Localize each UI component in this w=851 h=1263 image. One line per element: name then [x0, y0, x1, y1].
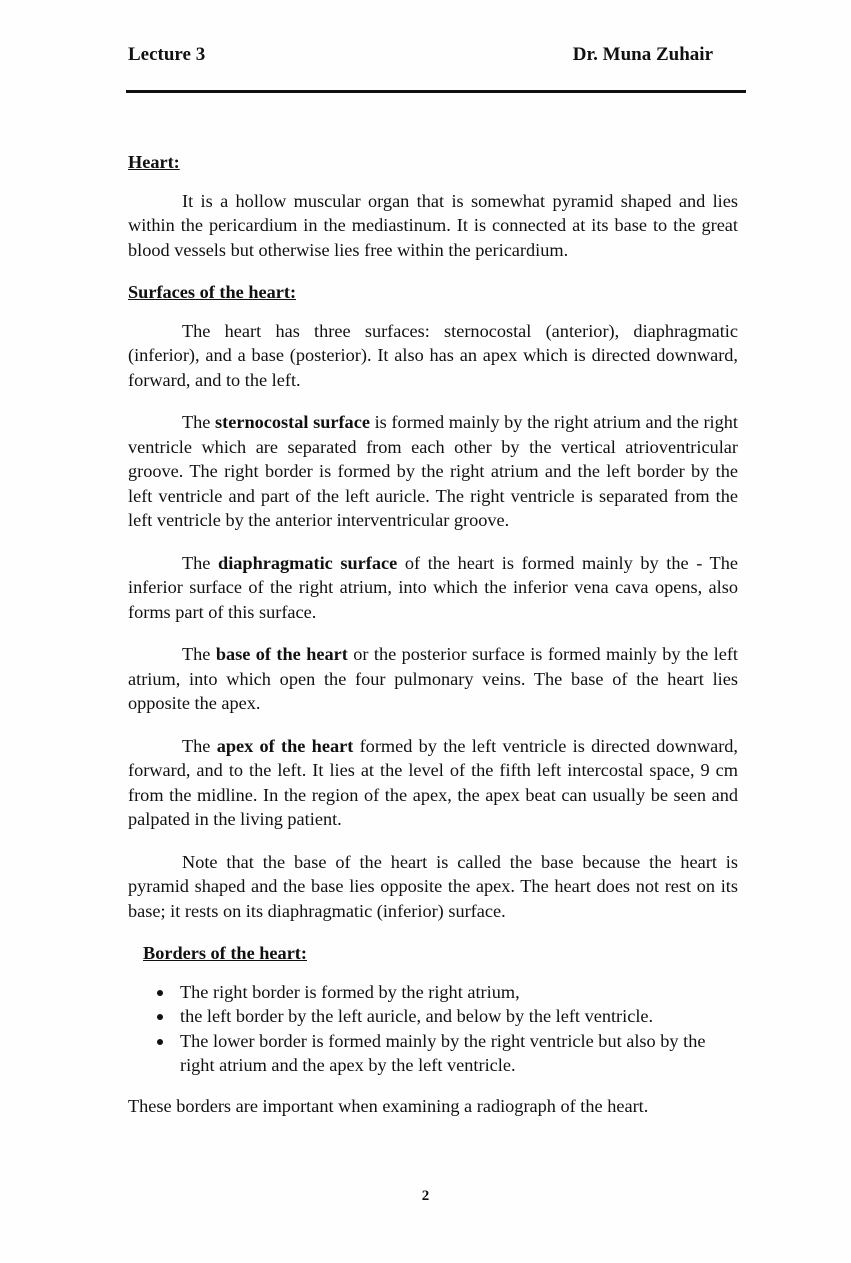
author-name: Dr. Muna Zuhair	[572, 44, 713, 65]
list-item: the left border by the left auricle, and below by the left ventricle.	[180, 1004, 738, 1029]
base-lead: The	[182, 644, 211, 664]
heart-paragraph: It is a hollow muscular organ that is somewhat pyramid shaped and lies within the pericardium in the mediastinum. It is connected at its base to the great blood vessels but otherwise lies free within the pericardium.	[128, 190, 738, 260]
base-text: or the posterior surface is formed mainly by the left atrium, into which open the four pulmonary veins. The base of the heart lies opposite the apex.	[128, 644, 739, 713]
apex-paragraph	[128, 734, 738, 832]
diaphragmatic-paragraph	[128, 551, 738, 625]
diaphragmatic-term: diaphragmatic surface	[218, 552, 398, 573]
apex-lead: The	[182, 735, 211, 756]
sternocostal-lead: The	[182, 412, 211, 432]
base-term: base of the heart	[215, 644, 348, 664]
diaphragmatic-lead: The	[182, 552, 211, 573]
list-item: The right border is formed by the right atrium,	[180, 980, 738, 1005]
surfaces-intro-paragraph: The heart has three surfaces: sternocostal (anterior), diaphragmatic (inferior), and a base (posterior). It also has an apex which is directed downward, forward, and to the left.	[128, 320, 738, 390]
diaphragmatic-text: of the heart is formed mainly by the - The inferior surface of the right atrium, into which the inferior vena cava opens, also forms part of this surface.	[128, 552, 738, 622]
apex-text: formed by the left ventricle is directed downward, forward, and to the left. It lies at the level of the fifth left intercostal space, 9 cm from the midline. In the region of the apex, the apex beat can usually be seen and palpated in the living patient.	[128, 735, 739, 829]
base-paragraph	[128, 642, 738, 716]
lecture-label: Lecture 3	[128, 44, 206, 65]
header-divider	[126, 90, 746, 93]
apex-term: apex of the heart	[216, 735, 354, 756]
borders-heading: Borders of the heart:	[143, 943, 307, 963]
sternocostal-paragraph	[128, 410, 738, 533]
sternocostal-term: sternocostal surface	[215, 412, 370, 432]
list-item: The lower border is formed mainly by the right ventricle but also by the right atrium and the apex by the left ventricle.	[180, 1029, 738, 1078]
borders-closing: These borders are important when examining a radiograph of the heart.	[128, 1095, 649, 1116]
note-paragraph: Note that the base of the heart is called the base because the heart is pyramid shaped and the base lies opposite the apex. The heart does not rest on its base; it rests on its diaphragmatic (inferior) surface.	[128, 851, 738, 921]
page-number: 2	[421, 1188, 430, 1204]
borders-list	[128, 980, 738, 1078]
heart-heading: Heart:	[128, 152, 180, 172]
surfaces-heading: Surfaces of the heart:	[128, 282, 297, 302]
main-content	[128, 150, 738, 1118]
sternocostal-text: is formed mainly by the right atrium and the right ventricle which are separated from each other by the vertical atrioventricular groove. The right border is formed by the right atrium and the left border by the left ventricle and part of the left auricle. The right ventricle is separated from the left ventricle by the anterior interventricular groove.	[128, 412, 738, 530]
